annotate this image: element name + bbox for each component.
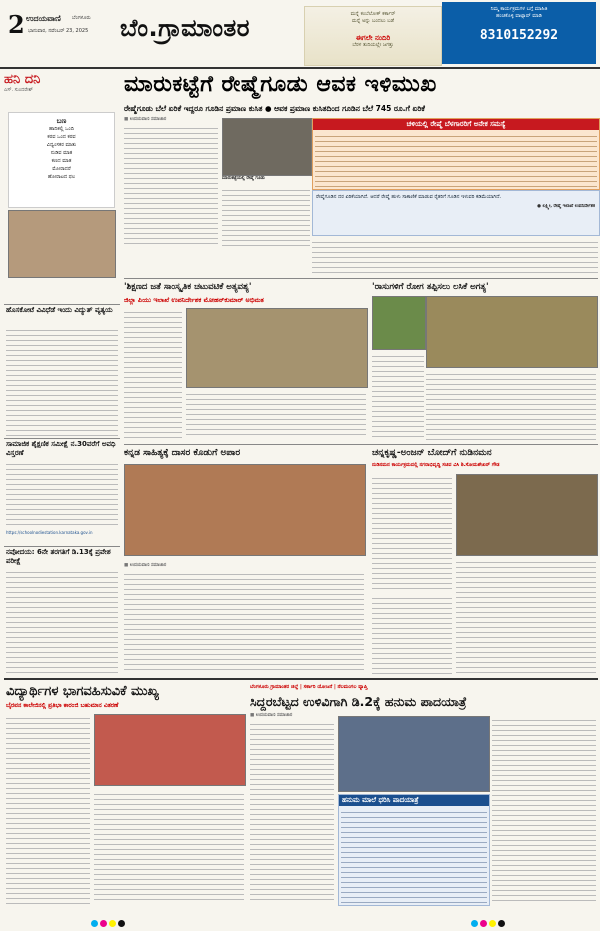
registration-marks — [470, 912, 506, 931]
survey-website[interactable]: https://schoolnodiestation.karnataka.gov.in — [6, 530, 93, 535]
ad-cta: ಈಗಲೇ ನಂದಿರಿ — [355, 34, 391, 42]
story-hanuma-byline: ■ ಉದಯವಾಣಿ ಸಮಾಚಾರ — [250, 713, 293, 718]
story-culture-photo — [186, 308, 368, 388]
story-power-cut-body — [6, 326, 118, 436]
story-culture-head: 'ಶಿಕ್ಷಣದ ಜತೆ ಸಾಂಸ್ಕೃತಿಕ ಚಟುವಟಿಕೆ ಅತ್ಯವಶ್ಯ' — [124, 282, 252, 292]
lead-photo — [222, 118, 312, 176]
column-brand: ಹನಿ ದನಿ — [4, 72, 41, 87]
story-survey-head: ಸಾಮಾಜಿಕ ಶೈಕ್ಷಣಿಕ ಸಮೀಕ್ಷೆ ನ.30ವರೆಗೆ ಅವಧಿ ವಿಸ್ತರಣೆ — [6, 440, 116, 457]
honi-dani-poem — [8, 112, 115, 208]
story-tribute-body — [372, 474, 452, 590]
poem-line: ಹಾದಿಕಲ್ಲಿ ಒಂದಿ — [49, 126, 74, 132]
advertisement-app[interactable] — [304, 6, 442, 66]
story-tribute-body2 — [456, 558, 596, 674]
divider — [124, 278, 598, 279]
story-students-sub: ಬೈರವನ ಕಾಲೇಜಿನಲ್ಲಿ ಪ್ರತಿಭಾ ಕಾರಂಜಿ ಬಹುಮಾನ ವಿತರಣೆ — [6, 702, 119, 709]
left-photo-caption — [8, 278, 114, 302]
story-dasa-head: ಕನ್ನಡ ಸಾಹಿತ್ಯಕ್ಕೆ ದಾಸರ ಕೊಡುಗೆ ಅಪಾರ — [124, 448, 241, 458]
story-students-body2 — [94, 790, 244, 904]
ad-line: ಮನ್ನೆ ಕಂಬೆಲೋಕ್ ಕರ್ಕಾರ್ — [350, 11, 396, 17]
column-author: ಎಸ್. ಸುಂದರೇಶ್ — [4, 87, 33, 93]
story-tribute-body3 — [372, 594, 452, 674]
sidebar-box-body — [315, 132, 597, 188]
story-students-body — [6, 714, 90, 904]
lead-headline: ಮಾರುಕಟ್ಟೆಗೆ ರೇಷ್ಮೆಗೂಡು ಆವಕ ಇಳಿಮುಖ — [124, 72, 437, 97]
story-vaccine-photo1 — [372, 296, 426, 350]
lead-body-col1 — [124, 124, 218, 244]
story-tribute-head: ಚನ್ನಕೃಷ್ಣ-ಅಂಜನ್ ಬೋದ್‌ಗೆ ನುಡಿನಮನ — [372, 448, 492, 458]
story-power-cut-head: ಹೊಸಕೋಟೆ ವಿವಿಧೆಡೆ ಇಂದು ವಿದ್ಯುತ್ ವ್ಯತ್ಯಯ — [6, 306, 113, 314]
honi-dani-column — [4, 72, 118, 114]
lead-photo-caption: ಮಾರುಕಟ್ಟೆಯಲ್ಲಿ ರೇಷ್ಮೆ ಗೂಡು — [222, 176, 265, 181]
registration-marks — [90, 912, 126, 931]
story-vaccine-body — [426, 370, 596, 440]
left-column-photo — [8, 210, 116, 278]
story-survey-body — [6, 460, 118, 528]
divider — [124, 444, 598, 445]
hanuma-box-head: ಹನುಮ ಮಾಲೆ ಧರಿಸಿ ಪಾದಯಾತ್ರೆ — [339, 795, 489, 806]
section-title: ಬೆಂ.ಗ್ರಾಮಾಂತರ — [120, 14, 250, 42]
advertisement-whatsapp[interactable] — [442, 2, 596, 64]
story-hanuma-photo — [338, 716, 490, 792]
lead-sidebar-box — [312, 118, 600, 190]
hanuma-box-body — [341, 808, 487, 904]
story-navodaya-body — [6, 568, 118, 674]
story-dasa-byline: ■ ಉದಯವಾಣಿ ಸಮಾಚಾರ — [124, 563, 167, 568]
poem-line: ವಿಧ್ವಂಸಕರ ಮಾತು — [46, 142, 77, 148]
edition: ಬೆಂಗಳೂರು — [72, 15, 91, 21]
story-hanuma-box — [338, 794, 490, 906]
story-vaccine-body2 — [372, 352, 424, 440]
story-culture-body — [124, 308, 182, 438]
ad-tagline: ಬೆರಳ ತುದಿಯಲ್ಲೇ ಜಗತ್ತು — [352, 42, 394, 48]
story-dasa-photo — [124, 464, 366, 556]
divider — [4, 438, 120, 439]
ad2-line: ನಿಮ್ಮ ಕಾರ್ಯಕ್ರಮಗಳ ಬಗ್ಗೆ ಮಾಹಿತಿ — [490, 6, 548, 12]
story-vaccine-head: 'ರಾಸುಗಳಿಗೆ ರೋಗ ತಪ್ಪಿಸಲು ಲಸಿಕೆ ಅಗತ್ಯ' — [372, 282, 489, 292]
story-navodaya-head: ನವೋದಯ: 6ನೇ ತರಗತಿಗೆ ಡಿ.13ಕ್ಕೆ ಪ್ರವೇಶ ಪರೀಕ್ಷೆ — [6, 548, 111, 565]
quote-text: ರೇಷ್ಮೆಗೂಡಿನ ದರ ಏರಿಕೆಯಾಗಿದೆ. ಆದರೆ ರೇಷ್ಮೆ ಹುಳು ಸಾಕಾಣಿಕೆ ಮಾಡುವ ರೈತರಿಗೆ ಗೂಡಿನ ಇಳುವರಿ ಕಡಿಮೆಯಾಗಿದೆ. — [316, 194, 502, 200]
story-culture-sub: ಜಿಲ್ಲಾ ಪಿಯು ಇಲಾಖೆ ಉಪನಿರ್ದೇಶಕ ಮೋಹನ್‌ಕುಮಾರ್ ಅಭಿಮತ — [124, 296, 264, 304]
divider — [4, 678, 598, 680]
poem-line: ಕರವ ಒಂದ ಕರವ — [47, 134, 76, 140]
story-students-photo — [94, 714, 246, 786]
story-dasa-body — [124, 570, 364, 674]
story-tribute-photo — [456, 474, 598, 556]
poem-line: ನುಡಿವ ಮಾತ — [50, 150, 73, 156]
ad2-phone: 8310152292 — [479, 28, 559, 43]
issue-date: ಭಾನುವಾರ, ನವೆಂಬರ್ 23, 2025 — [28, 28, 89, 34]
lead-byline: ■ ಉದಯವಾಣಿ ಸಮಾಚಾರ — [124, 117, 167, 122]
lead-body-col4 — [494, 238, 598, 274]
story-hanuma-head: ಸಿದ್ದರಬೆಟ್ಟದ ಉಳಿವಿಗಾಗಿ ಡಿ.2ಕ್ಕೆ ಹನುಮ ಪಾದಯಾತ್ರೆ — [250, 694, 467, 709]
quote-author: ● ಲಕ್ಷ್ಮೀ, ರೇಷ್ಮೆ ಇಲಾಖೆ ಉಪನಿರ್ದೇಶಕ — [537, 204, 595, 209]
poem-line: ಕಣದ ಮಾತ — [51, 158, 72, 164]
story-tribute-sub: ನುಡಿನಮನ ಕಾರ್ಯಕ್ರಮದಲ್ಲಿ ನಗರಾಭಿವೃದ್ಧಿ ಸಚಿವ ವಿಸಿ ಶಿ.ಸೋಮಶೇಖರ್ ಗೌಡ — [372, 462, 500, 468]
ad-line: ಮನ್ನೆ ಅನ್ನು ಬಂದಲು ಬಡೆ — [352, 18, 394, 24]
publication-name: ಉದಯವಾಣಿ — [26, 14, 61, 23]
poem-line: ಹೋರಾಟದ ಫಲ — [47, 174, 76, 180]
page-number: 2 — [8, 10, 25, 39]
story-vaccine-photo2 — [426, 296, 598, 368]
story-hanuma-body — [250, 720, 334, 904]
divider — [4, 546, 120, 547]
lead-body-col2 — [222, 186, 310, 246]
sidebar-box-head: ಚಳಿಯಲ್ಲಿ ರೇಷ್ಮೆ ಬೆಳಗಾರರಿಗೆ ಅನೇಕ ಸಮಸ್ಯೆ — [313, 119, 599, 130]
poem-title: ಬಣ — [56, 117, 67, 125]
lead-subhead: ರೇಷ್ಮೆಗೂಡು ಬೆಲೆ ಏರಿಕೆ ಇದ್ದರೂ ಗೂಡಿನ ಪ್ರಮಾಣ ಕುಸಿತ ● ಆವಕ ಪ್ರಮಾಣ ಕುಸಿತದಿಂದ ಗೂಡಿನ ಬೆಲೆ 745 ರೂ.ಗೆ ಏರಿಕೆ — [124, 104, 425, 113]
story-students-head: ವಿದ್ಯಾರ್ಥಿಗಳ ಭಾಗವಹಿಸುವಿಕೆ ಮುಖ್ಯ — [6, 684, 159, 699]
ad2-line: ಹಂಚಿಕೊಳ್ಳಿ ವಾಟ್ಸಾಪ್ ಮಾಡಿ — [496, 13, 542, 19]
divider — [4, 304, 120, 305]
story-culture-body2 — [186, 390, 366, 438]
story-hanuma-kicker: ಬೆಂಗಳೂರು ಗ್ರಾಮಾಂತರ ಜಿಲ್ಲೆ | ಸರ್ಕಾರಿ ಯೋಜನೆ | ನೆಲಮಂಗಲ ವ್ಯಾಪ್ತಿ — [250, 684, 368, 690]
poem-line: ಮೋರಾದರೆ — [52, 166, 71, 172]
story-hanuma-body2 — [492, 716, 596, 904]
lead-quote-box — [312, 190, 600, 236]
masthead-rule — [0, 67, 600, 69]
